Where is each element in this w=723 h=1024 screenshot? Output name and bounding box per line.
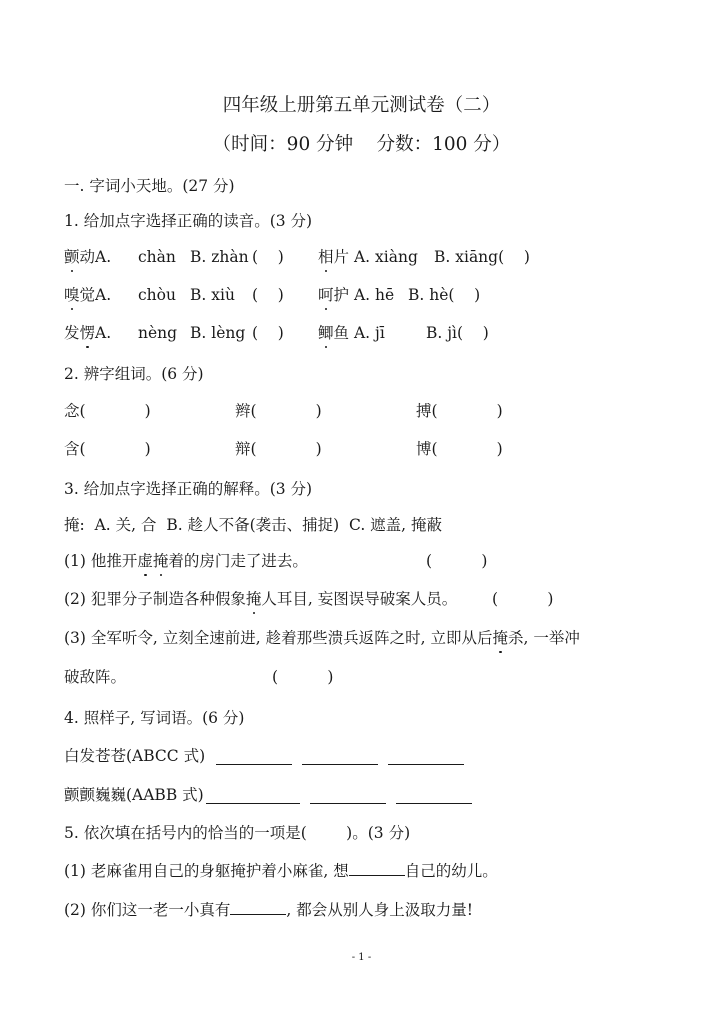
q1-item-3-option-a: nèng [138,324,178,342]
question-3-heading: 3. 给加点字选择正确的解释。(3 分) [64,480,313,498]
question-4-heading: 4. 照样子, 写词语。(6 分) [64,709,245,727]
q2-row1-col3[interactable]: 搏( ) [416,402,503,420]
q1-item-3-answer[interactable]: ( ) [252,324,284,342]
q4-row-2-blank-2[interactable] [310,789,386,804]
q4-row-1-blank-1[interactable] [216,750,292,765]
q5-sentence-1: (1) 老麻雀用自己的身躯掩护着小麻雀, 想 自己的幼儿。 [64,862,498,880]
question-5-heading: 5. 依次填在括号内的恰当的一项是( )。(3 分) [64,824,411,842]
q2-row1-col2[interactable]: 辫( ) [235,402,322,420]
q3-sentence-1: (1) 他推开虚掩着的房门走了进去。 [64,552,308,570]
q1-item-5: 呵护 A. hē [318,286,395,304]
q3-sentence-1-answer[interactable]: ( ) [426,552,488,570]
q1-item-2-option-b: B. xiù [190,286,235,304]
q1-item-3-option-b: B. lèng [190,324,246,342]
q4-row-1-blank-2[interactable] [302,750,378,765]
q5-sentence-1-blank[interactable] [349,861,405,876]
q1-item-1-option-b: B. zhàn [190,248,249,266]
q2-row1-col1[interactable]: 念( ) [64,402,151,420]
section-heading: 一. 字词小天地。(27 分) [64,177,235,195]
q1-item-3: 发愣A. [64,324,112,342]
q1-item-2: 嗅觉A. [64,286,112,304]
q1-item-6: 鲫鱼 A. jī [318,324,385,342]
q1-item-1: 颤动A. [64,248,112,266]
q3-sentence-3-cont: 破敌阵。 [64,668,127,686]
q1-item-2-option-a: chòu [138,286,176,304]
question-1-heading: 1. 给加点字选择正确的读音。(3 分) [64,212,313,230]
page-number: - 1 - [351,952,372,963]
q4-row-2-blank-3[interactable] [396,789,472,804]
q1-item-6-option-b[interactable]: B. jì( ) [426,324,489,342]
q3-sentence-2: (2) 犯罪分子制造各种假象掩人耳目, 妄图误导破案人员。 [64,590,458,608]
q1-item-4: 相片 A. xiàng [318,248,418,266]
q3-sentence-3: (3) 全军听令, 立刻全速前进, 趁着那些溃兵返阵之时, 立即从后掩杀, 一举冲 [64,629,580,647]
q2-row2-col1[interactable]: 含( ) [64,440,151,458]
q5-sentence-2-blank[interactable] [230,900,286,915]
q1-item-2-answer[interactable]: ( ) [252,286,284,304]
q1-item-1-answer[interactable]: ( ) [252,248,284,266]
q3-sentence-3-answer[interactable]: ( ) [272,668,334,686]
question-2-heading: 2. 辨字组词。(6 分) [64,365,204,383]
q3-options: 掩: A. 关, 合 B. 趁人不备(袭击、捕捉) C. 遮盖, 掩蔽 [64,516,443,534]
q3-sentence-2-answer[interactable]: ( ) [492,590,554,608]
q1-item-5-option-b[interactable]: B. hè( ) [408,286,481,304]
q2-row2-col3[interactable]: 博( ) [416,440,503,458]
q4-row-2-label: 颤颤巍巍(AABB 式) [64,786,204,804]
q1-item-1-option-a: chàn [138,248,176,266]
q2-row2-col2[interactable]: 辩( ) [235,440,322,458]
q5-sentence-2: (2) 你们这一老一小真有 , 都会从别人身上汲取力量! [64,901,473,919]
page-title: 四年级上册第五单元测试卷（二） [222,95,501,116]
q4-row-1-blank-3[interactable] [388,750,464,765]
q4-row-1-label: 白发苍苍(ABCC 式) [64,747,206,765]
q1-item-4-option-b[interactable]: B. xiāng( ) [434,248,530,266]
q4-row-2-blank-1[interactable] [206,789,300,804]
page-subtitle: （时间：90 分钟 分数：100 分） [212,134,511,155]
